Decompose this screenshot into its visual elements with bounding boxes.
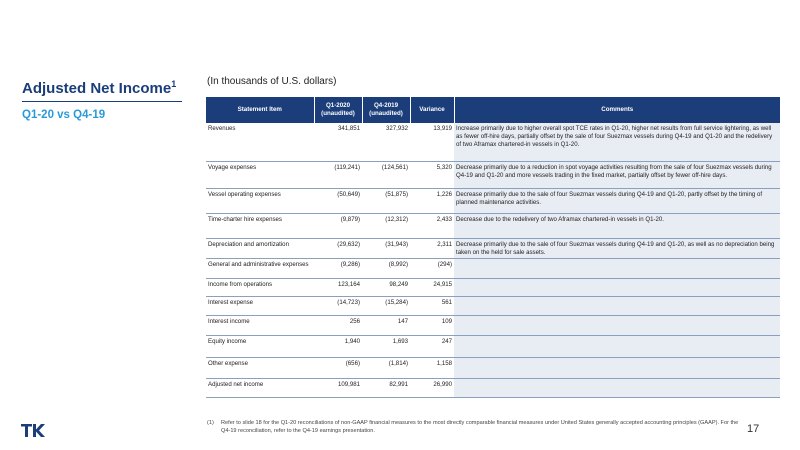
header-q1-2020: Q1-2020 (unaudited) bbox=[314, 97, 362, 123]
adjusted-net-income-table bbox=[206, 97, 780, 398]
row-comment: Decrease primarily due to the sale of four Suezmax vessels during Q4-19 and Q1-20, as well as no depreciation being taken on the held for sale assets. bbox=[454, 238, 780, 258]
title-divider bbox=[22, 101, 182, 102]
header-variance: Variance bbox=[410, 97, 454, 123]
row-q4-value: (1,814) bbox=[388, 359, 408, 367]
row-variance: 109 bbox=[441, 317, 452, 325]
row-q1-value: (119,241) bbox=[334, 163, 360, 171]
footnote-marker: (1) bbox=[207, 420, 214, 426]
page-number: 17 bbox=[747, 423, 760, 435]
row-q4-value: 82,991 bbox=[389, 380, 408, 388]
row-item: Equity income bbox=[208, 337, 247, 345]
row-item: Other expense bbox=[208, 359, 248, 367]
table-row bbox=[206, 161, 780, 188]
row-item: Revenues bbox=[208, 125, 236, 132]
row-item: Voyage expenses bbox=[208, 163, 257, 171]
row-item: Interest expense bbox=[208, 298, 254, 306]
table-row bbox=[206, 357, 780, 378]
title-footnote-marker: 1 bbox=[171, 79, 177, 89]
header-comments: Comments bbox=[454, 97, 780, 123]
row-comment bbox=[454, 357, 780, 378]
row-q1-value: (656) bbox=[345, 359, 360, 367]
row-q4-value: 327,932 bbox=[385, 125, 408, 132]
company-logo bbox=[20, 421, 46, 439]
row-item: Interest income bbox=[208, 317, 250, 325]
row-item: Depreciation and amortization bbox=[208, 240, 289, 248]
row-comment bbox=[454, 378, 780, 397]
row-variance: 247 bbox=[441, 337, 452, 345]
row-q4-value: (124,561) bbox=[381, 163, 408, 171]
table-row bbox=[206, 378, 780, 397]
table-row bbox=[206, 238, 780, 258]
header-q4-2019: Q4-2019 (unaudited) bbox=[362, 97, 410, 123]
table-row bbox=[206, 188, 780, 213]
row-q1-value: 256 bbox=[349, 317, 360, 325]
table-row bbox=[206, 258, 780, 278]
row-q1-value: 123,164 bbox=[337, 280, 360, 288]
row-q1-value: (14,723) bbox=[337, 298, 360, 306]
row-q1-value: (9,286) bbox=[340, 260, 360, 268]
row-q1-value: (50,649) bbox=[337, 190, 360, 198]
table-row bbox=[206, 315, 780, 335]
row-q4-value: (8,992) bbox=[388, 260, 408, 268]
table-row bbox=[206, 296, 780, 315]
table-row bbox=[206, 278, 780, 296]
row-item: General and administrative expenses bbox=[208, 260, 309, 268]
row-variance: (294) bbox=[437, 260, 452, 268]
row-variance: 561 bbox=[441, 298, 452, 306]
row-q4-value: 1,693 bbox=[392, 337, 408, 345]
row-variance: 2,433 bbox=[436, 215, 452, 223]
row-q1-value: 1,940 bbox=[344, 337, 360, 345]
row-variance: 13,919 bbox=[433, 125, 452, 132]
row-variance: 1,158 bbox=[436, 359, 452, 367]
row-q4-value: (31,943) bbox=[385, 240, 408, 248]
row-q1-value: (29,632) bbox=[337, 240, 360, 248]
row-comment: Decrease primarily due to a reduction in spot voyage activities resulting from the sale of four Suezmax vessels during Q4-19 and Q1-20 and more vessels trading in the fixed market, partially offset by fewer off-hire days. bbox=[454, 161, 780, 188]
table-header-row bbox=[206, 97, 780, 123]
row-item: Income from operations bbox=[208, 280, 273, 288]
row-item: Time-charter hire expenses bbox=[208, 215, 282, 223]
row-comment: Decrease due to the redelivery of two Aframax chartered-in vessels in Q1-20. bbox=[454, 213, 780, 238]
row-q4-value: (12,312) bbox=[385, 215, 408, 223]
table-row bbox=[206, 123, 780, 161]
row-q4-value: (15,284) bbox=[385, 298, 408, 306]
row-q4-value: 98,249 bbox=[389, 280, 408, 288]
units-caption: (In thousands of U.S. dollars) bbox=[207, 76, 337, 87]
row-q1-value: 341,851 bbox=[337, 125, 360, 132]
footnote-text: Refer to slide 18 for the Q1-20 reconciliations of non-GAAP financial measures to the most directly comparable financial measures under United States generally accepted accounting principles (GAAP). For the Q4-19 reconciliation, refer to the Q4-19 earnings presentation. bbox=[221, 420, 739, 434]
header-statement-item: Statement Item bbox=[206, 97, 314, 123]
row-comment bbox=[454, 258, 780, 278]
row-comment bbox=[454, 296, 780, 315]
row-q1-value: (9,879) bbox=[340, 215, 360, 223]
row-comment: Decrease primarily due to the sale of four Suezmax vessels during Q4-19 and Q1-20, partly offset by the timing of planned maintenance activities. bbox=[454, 188, 780, 213]
row-variance: 1,226 bbox=[436, 190, 452, 198]
row-variance: 24,915 bbox=[433, 280, 452, 288]
row-q4-value: (51,875) bbox=[385, 190, 408, 198]
table-row bbox=[206, 335, 780, 357]
row-comment bbox=[454, 335, 780, 357]
row-comment: Increase primarily due to higher overall spot TCE rates in Q1-20, higher net results from full service lightering, as well as fewer off-hire days, partially offset by the sale of four Suezmax vessels during Q4-19 and Q1-20 and the redelivery of two Aframax chartered-in vessels in Q1-20. bbox=[454, 123, 780, 161]
row-comment bbox=[454, 278, 780, 296]
row-comment bbox=[454, 315, 780, 335]
table-row bbox=[206, 213, 780, 238]
slide-subtitle: Q1-20 vs Q4-19 bbox=[22, 109, 106, 121]
row-item: Vessel operating expenses bbox=[208, 190, 281, 198]
row-q1-value: 109,981 bbox=[337, 380, 360, 388]
footnote bbox=[207, 420, 747, 435]
row-variance: 2,311 bbox=[437, 240, 452, 248]
row-item: Adjusted net income bbox=[208, 380, 264, 388]
row-q4-value: 147 bbox=[397, 317, 408, 325]
row-variance: 5,320 bbox=[436, 163, 452, 171]
slide-title: Adjusted Net Income$^1$ bbox=[22, 79, 177, 97]
row-variance: 26,990 bbox=[433, 380, 452, 388]
